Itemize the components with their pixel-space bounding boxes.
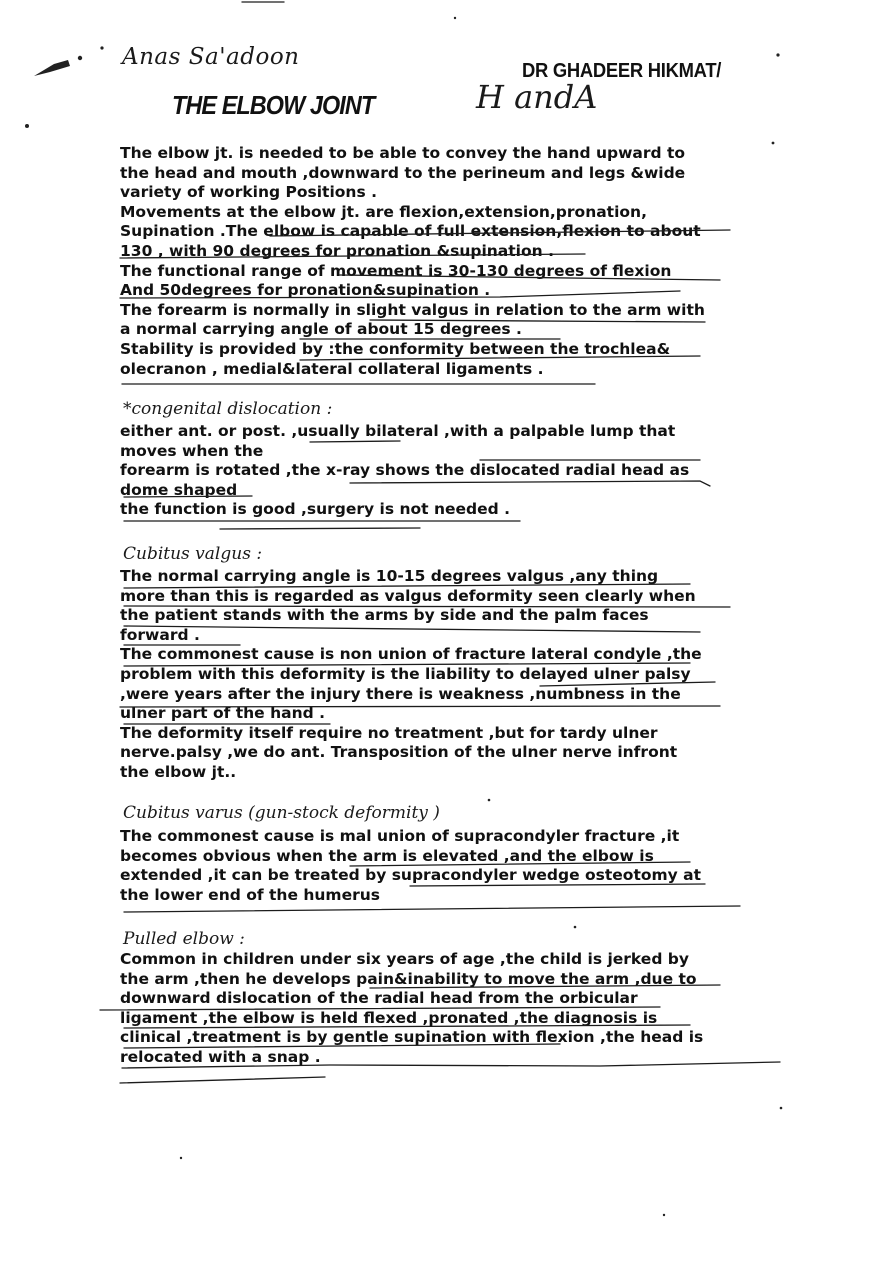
text-line: The normal carrying angle is 10-15 degrees valgus ,any thing [120, 567, 659, 585]
text-line: dome shaped [120, 480, 238, 499]
text-line: ulner part of the hand . [120, 704, 325, 723]
text-line: Movements at the elbow jt. are flexion,extension,pronation, [120, 202, 647, 221]
text-line: ligament ,the elbow is held flexed ,pronated ,the diagnosis is [120, 1008, 658, 1027]
text-line: variety of working Positions . [120, 183, 377, 202]
text-line: Common in children under six years of age ,the child is jerked by [120, 950, 690, 968]
text-line: ,were years after the injury there is weakness ,numbness in the [120, 684, 681, 703]
text-line: Stability is provided by :the conformity between the trochlea& [120, 339, 671, 358]
text-line: The forearm is normally in slight valgus in relation to the arm with [120, 300, 705, 319]
text-line: The elbow jt. is needed to be able to convey the hand upward to [120, 144, 686, 162]
text-line: the lower end of the humerus [120, 885, 381, 904]
text-line: extended ,it can be treated by supracondyler wedge osteotomy at [120, 866, 702, 885]
page-title: THE ELBOW JOINT [172, 90, 375, 120]
text-line: the patient stands with the arms by side and the palm faces [120, 606, 649, 625]
text-line: moves when the [120, 441, 264, 460]
text-line: the function is good ,surgery is not needed . [120, 500, 510, 519]
text-line: And 50degrees for pronation&supination . [120, 281, 491, 300]
text-line: 130 , with 90 degrees for pronation &supination . [120, 241, 554, 260]
text-line: more than this is regarded as valgus deformity seen clearly when [120, 586, 696, 605]
section-heading-cubitus-varus: Cubitus varus (gun-stock deformity ) [123, 803, 440, 823]
section-heading-pulled-elbow: Pulled elbow : [123, 929, 245, 949]
text-line: clinical ,treatment is by gentle supination with flexion ,the head is [120, 1028, 704, 1047]
text-line: The deformity itself require no treatment ,but for tardy ulner [120, 723, 658, 742]
text-line: olecranon , medial&lateral collateral ligaments . [120, 359, 544, 378]
text-line: a normal carrying angle of about 15 degrees . [120, 320, 522, 339]
section-heading-congenital: *congenital dislocation : [123, 399, 333, 419]
text-line: the head and mouth ,downward to the perineum and legs &wide [120, 163, 686, 182]
text-line: relocated with a snap . [120, 1047, 321, 1066]
text-line: nerve.palsy ,we do ant. Transposition of the ulner nerve infront [120, 743, 678, 762]
text-line: the arm ,then he develops pain&inability to move the arm ,due to [120, 969, 697, 988]
text-line: forward . [120, 625, 200, 644]
text-line: forearm is rotated ,the x-ray shows the dislocated radial head as [120, 461, 690, 480]
text-line: The commonest cause is non union of fracture lateral condyle ,the [120, 645, 702, 664]
text-line: either ant. or post. ,usually bilateral ,with a palpable lump that [120, 422, 676, 440]
text-line: becomes obvious when the arm is elevated ,and the elbow is [120, 846, 654, 865]
text-line: downward dislocation of the radial head from the orbicular [120, 989, 638, 1008]
handwritten-tag: H andA [476, 78, 598, 116]
text-line: the elbow jt.. [120, 762, 237, 781]
text-line: Supination .The elbow is capable of full extension,flexion to about [120, 222, 701, 241]
text-line: problem with this deformity is the liability to delayed ulner palsy [120, 664, 691, 683]
text-line: The commonest cause is mal union of supracondyler fracture ,it [120, 827, 680, 845]
text-line: The functional range of movement is 30-130 degrees of flexion [120, 261, 672, 280]
author-handwritten: Anas Sa'adoon [122, 44, 300, 70]
section-heading-cubitus-valgus: Cubitus valgus : [123, 544, 263, 564]
doctor-name: DR GHADEER HIKMAT/ [522, 60, 722, 82]
